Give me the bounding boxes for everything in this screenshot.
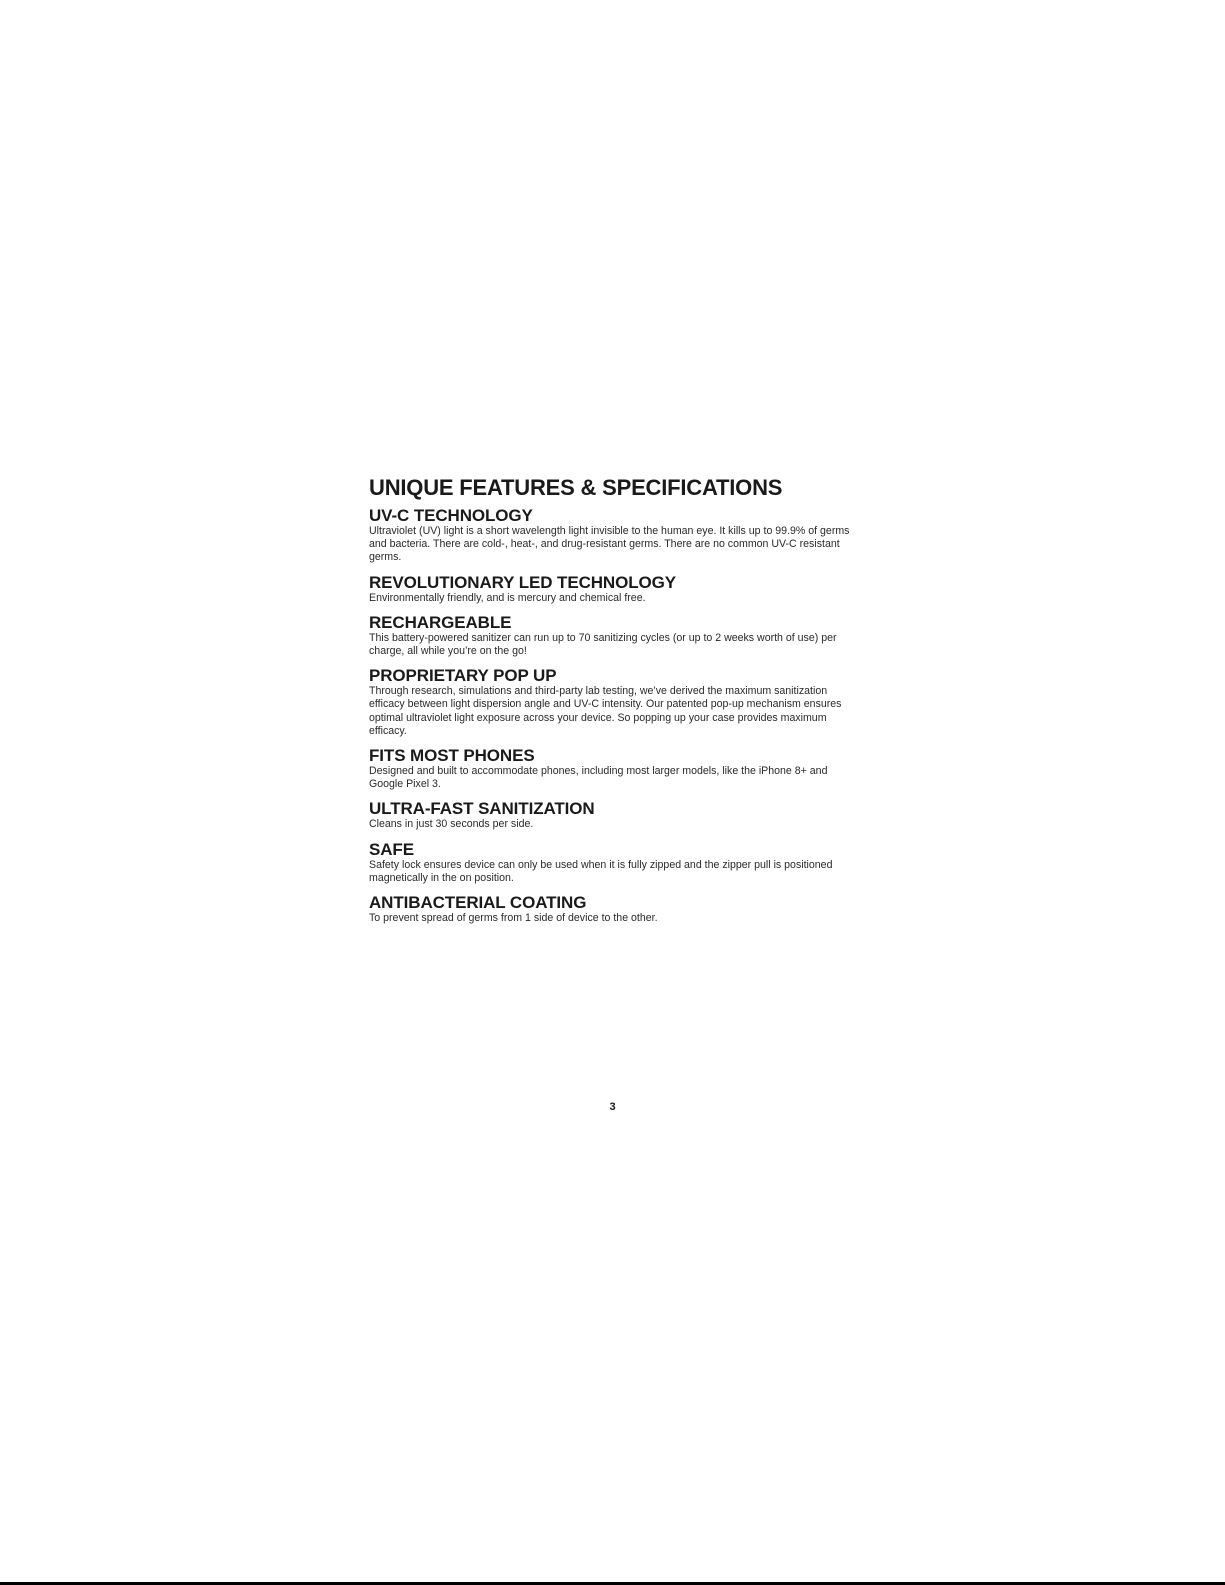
page-title: UNIQUE FEATURES & SPECIFICATIONS	[369, 475, 783, 500]
section-rechargeable	[369, 613, 859, 658]
section-body: This battery-powered sanitizer can run up to 70 sanitizing cycles (or up to 2 weeks worth of use) per charge, all while you’re on the go!	[369, 631, 837, 658]
section-heading: SAFE	[369, 839, 414, 859]
section-body: To prevent spread of germs from 1 side of device to the other.	[369, 912, 658, 925]
section-body: Safety lock ensures device can only be used when it is fully zipped and the zipper pull is positioned magnetically in the on position.	[369, 858, 833, 884]
section-body: Ultraviolet (UV) light is a short wavelength light invisible to the human eye. It kills up to 99.9% of germs and bacteria. There are cold-, heat-, and drug-resistant germs. There are no common UV-C resistant germs.	[369, 525, 850, 564]
section-body: Environmentally friendly, and is mercury and chemical free.	[369, 591, 646, 604]
section-body: Designed and built to accommodate phones, including most larger models, like the iPhone 8+ and Google Pixel 3.	[369, 765, 828, 791]
document-content	[369, 474, 859, 933]
section-ultra-fast-sanitization	[369, 799, 859, 831]
section-safe	[369, 840, 859, 885]
section-heading: FITS MOST PHONES	[369, 746, 535, 766]
section-uv-c-technology	[369, 506, 859, 565]
section-heading: REVOLUTIONARY LED TECHNOLOGY	[369, 572, 676, 592]
section-heading: ULTRA-FAST SANITIZATION	[369, 799, 595, 819]
section-heading: ANTIBACTERIAL COATING	[369, 893, 587, 913]
section-revolutionary-led-technology	[369, 573, 859, 605]
section-proprietary-pop-up	[369, 666, 859, 738]
section-body: Cleans in just 30 seconds per side.	[369, 818, 534, 831]
section-heading: PROPRIETARY POP UP	[369, 666, 557, 686]
page-number: 3	[609, 1101, 616, 1113]
section-heading: RECHARGEABLE	[369, 612, 512, 632]
section-antibacterial-coating	[369, 893, 859, 925]
section-heading: UV-C TECHNOLOGY	[369, 506, 533, 525]
section-fits-most-phones	[369, 746, 859, 791]
section-body: Through research, simulations and third-party lab testing, we’ve derived the maximum sanitization efficacy between light dispersion angle and UV-C intensity. Our patented pop-up mechanism ensures optimal ultraviolet light exposure across your device. So popping up your case provides maximum efficacy.	[369, 685, 842, 737]
